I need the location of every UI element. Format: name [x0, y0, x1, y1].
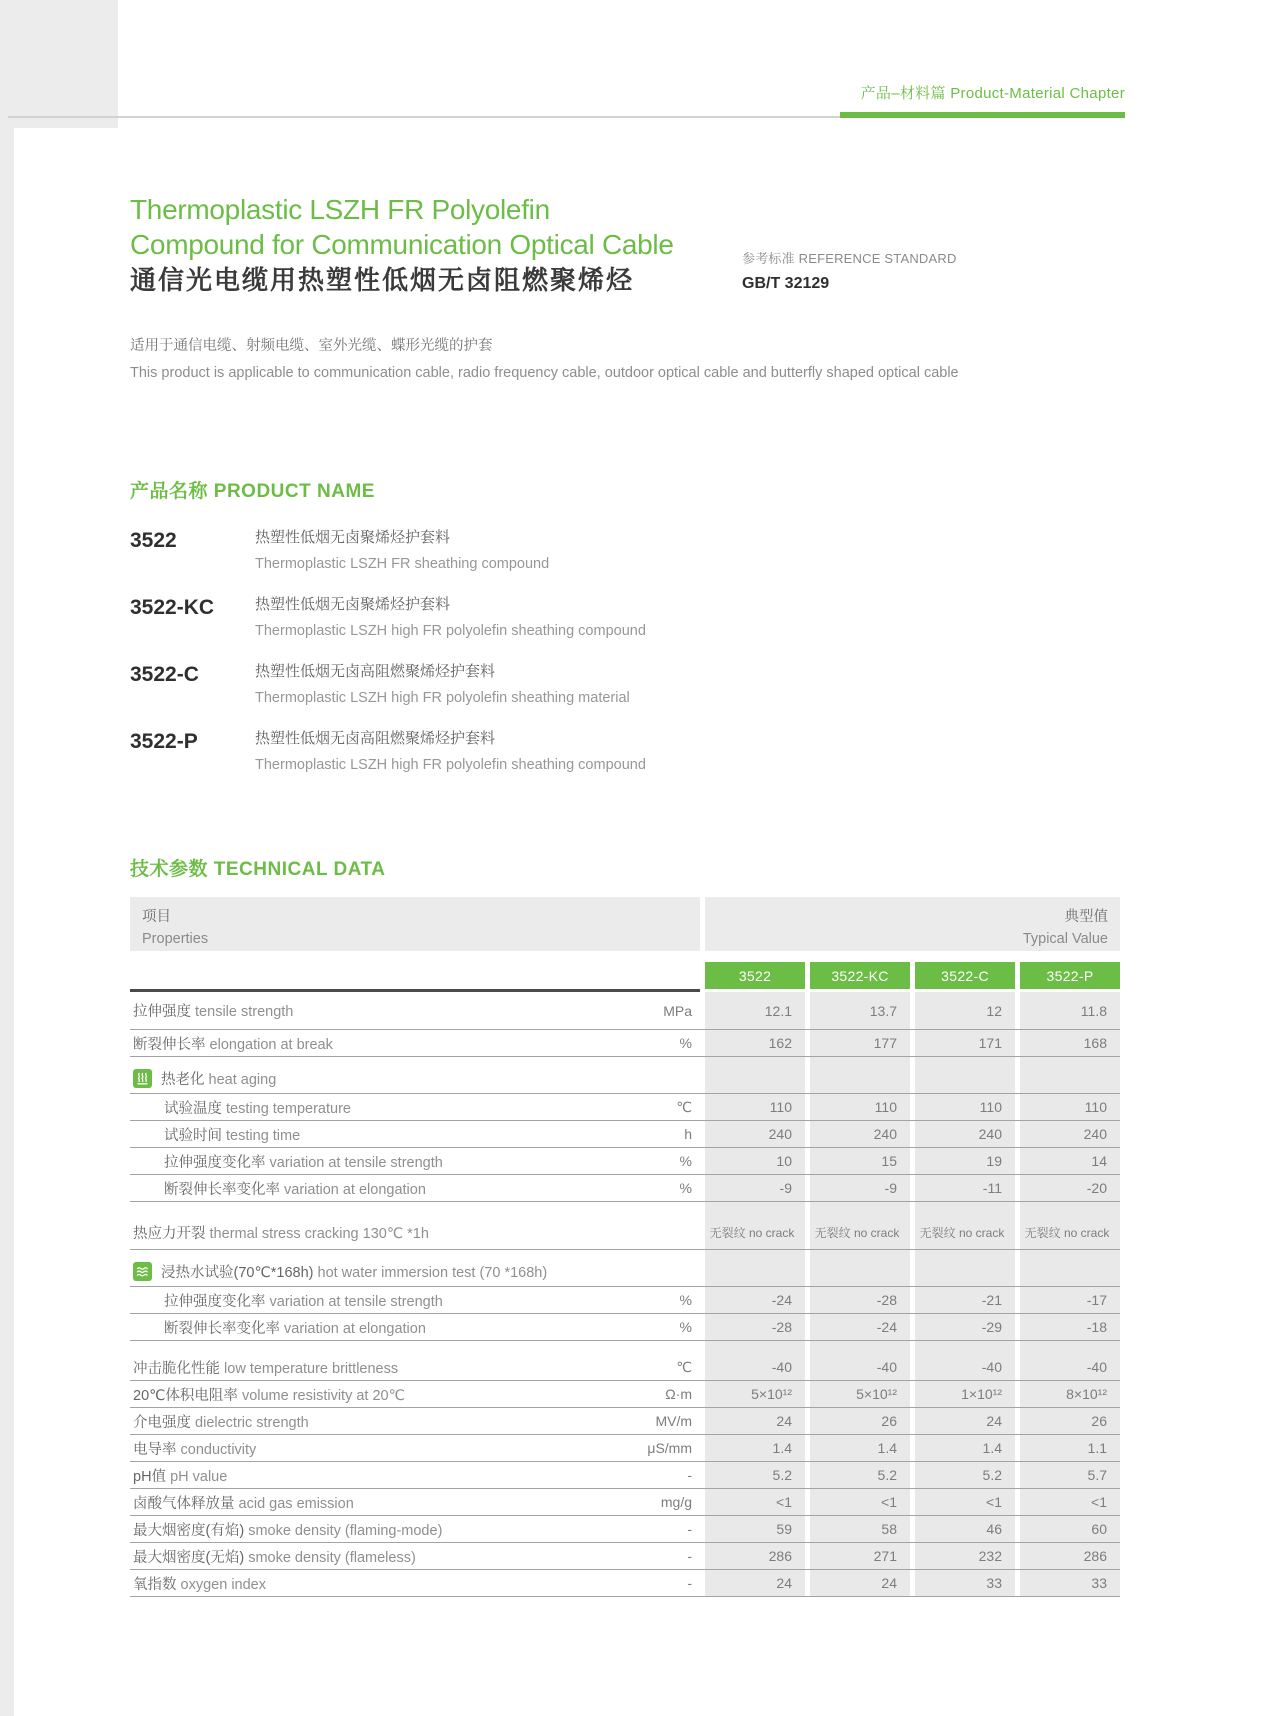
table-row: [130, 1287, 1120, 1314]
value-cell: -20: [1086, 1180, 1107, 1196]
property-unit: %: [679, 1035, 692, 1051]
property-label-en: variation at tensile strength: [269, 1293, 443, 1310]
property-label-en: testing time: [226, 1127, 301, 1144]
property-label-en: elongation at break: [209, 1036, 333, 1053]
property-label-en: smoke density (flameless): [248, 1549, 416, 1566]
property-label-area: [130, 1438, 700, 1459]
product-description: [255, 595, 1125, 641]
property-label-area: [130, 1178, 700, 1199]
property-label-en: tensile strength: [195, 1004, 294, 1020]
property-unit: -: [687, 1467, 692, 1483]
property-unit: %: [679, 1319, 692, 1335]
applicability-zh: 适用于通信电缆、射频电缆、室外光缆、蝶形光缆的护套: [130, 338, 493, 354]
value-cell: -40: [876, 1359, 897, 1375]
table-row: [130, 1543, 1120, 1570]
value-cell: 110: [1084, 1099, 1107, 1115]
reference-standard-label: 参考标准 REFERENCE STANDARD: [742, 251, 957, 266]
value-cell: 271: [873, 1548, 897, 1564]
technical-table-body: [130, 992, 1120, 1597]
value-cell: 1.4: [877, 1440, 897, 1456]
property-label-zh: 氧指数: [133, 1576, 181, 1593]
property-label: [130, 1357, 610, 1378]
property-label: [130, 1519, 610, 1540]
group-label-zh: 热老化: [161, 1071, 209, 1088]
value-cell: 8×10¹²: [1066, 1386, 1107, 1402]
product-description-en: Thermoplastic LSZH high FR polyolefin sheathing material: [255, 690, 630, 706]
property-label-zh: 20℃体积电阻率: [133, 1387, 242, 1404]
property-label-en: testing temperature: [226, 1100, 351, 1117]
property-label-zh: 卤酸气体释放量: [133, 1495, 239, 1512]
typical-value-header-cell: [705, 897, 1120, 951]
value-cell: <1: [776, 1494, 792, 1510]
property-label-en: pH value: [170, 1468, 228, 1485]
property-label-zh: 拉伸强度: [133, 1004, 196, 1020]
value-cell: -9: [884, 1180, 897, 1196]
property-label-area: [130, 1000, 700, 1021]
property-label-en: smoke density (flaming-mode): [248, 1522, 443, 1539]
applicability-en: This product is applicable to communication cable, radio frequency cable, outdoor optical cable and butterfly shaped optical cable: [130, 365, 959, 381]
property-label-area: [130, 1290, 700, 1311]
property-unit: μS/mm: [647, 1440, 692, 1456]
property-label-en: conductivity: [180, 1441, 257, 1458]
product-item: [130, 729, 1125, 775]
value-cell: -24: [771, 1292, 792, 1308]
property-label-zh: 断裂伸长率变化率: [164, 1320, 285, 1337]
table-row: [130, 1314, 1120, 1341]
value-cell: 286: [768, 1548, 792, 1564]
property-label-en: variation at elongation: [284, 1181, 426, 1198]
grade-column-header: 3522-P: [1020, 962, 1120, 989]
grade-column-header: 3522-KC: [810, 962, 910, 989]
property-label-area: [130, 1151, 700, 1172]
product-description-zh: 热塑性低烟无卤高阻燃聚烯烃护套料: [255, 730, 496, 747]
property-label-area: [130, 1465, 700, 1486]
value-cell: 12.1: [764, 1002, 792, 1019]
table-row: [130, 1148, 1120, 1175]
table-row: [130, 1435, 1120, 1462]
value-cell: 5×10¹²: [751, 1386, 792, 1402]
value-cell: 10: [776, 1153, 792, 1169]
grade-column-header: 3522: [705, 962, 805, 989]
property-label: [130, 1290, 610, 1311]
table-row: [130, 1408, 1120, 1435]
value-cell: 110: [979, 1099, 1002, 1115]
header-accent-bar: [840, 112, 1125, 118]
value-cell: 110: [769, 1099, 792, 1115]
property-label-en: low temperature brittleness: [224, 1360, 399, 1377]
value-cell: 5.2: [877, 1467, 897, 1483]
property-label-zh: 试验温度: [164, 1100, 227, 1117]
value-cell: 24: [881, 1575, 897, 1591]
applicability: [130, 334, 959, 381]
value-cell: 168: [1083, 1035, 1107, 1051]
property-label-zh: 冲击脆化性能: [133, 1360, 225, 1377]
property-label: [130, 1178, 610, 1199]
value-cell: 110: [874, 1099, 897, 1115]
property-label: [130, 1384, 610, 1405]
product-code: 3522-C: [130, 663, 199, 686]
property-unit: %: [679, 1292, 692, 1308]
table-row: [130, 1381, 1120, 1408]
property-unit: Ω·m: [665, 1386, 692, 1402]
property-label: [130, 1151, 610, 1172]
property-label-en: oxygen index: [180, 1576, 266, 1593]
page-title-en-line1: Thermoplastic LSZH FR Polyolefin: [130, 194, 550, 225]
value-cell: -21: [981, 1292, 1002, 1308]
value-cell: -17: [1086, 1292, 1107, 1308]
reference-standard: [742, 248, 957, 293]
value-cell: 5.7: [1087, 1467, 1107, 1483]
property-unit: -: [687, 1521, 692, 1537]
grade-column-headers: [130, 962, 1120, 989]
value-cell: 60: [1091, 1521, 1107, 1537]
table-row: [130, 1175, 1120, 1202]
property-label: [130, 1438, 610, 1459]
value-cell: 无裂纹 no crack: [1024, 1225, 1110, 1240]
product-code: 3522: [130, 529, 177, 552]
value-cell: -40: [771, 1359, 792, 1375]
value-cell: 33: [1091, 1575, 1107, 1591]
product-name-heading: 产品名称 PRODUCT NAME: [130, 481, 375, 502]
property-label-en: variation at tensile strength: [269, 1154, 443, 1171]
table-row: [130, 1354, 1120, 1381]
property-label-zh: 试验时间: [164, 1127, 227, 1144]
value-cell: 1.4: [982, 1440, 1002, 1456]
water-immersion-icon: [133, 1262, 152, 1281]
value-cell: 1×10¹²: [961, 1386, 1002, 1402]
product-description-en: Thermoplastic LSZH high FR polyolefin sheathing compound: [255, 757, 646, 773]
product-code: 3522-P: [130, 730, 198, 753]
property-label-area: [130, 1033, 700, 1054]
value-cell: <1: [986, 1494, 1002, 1510]
property-label: [130, 1097, 610, 1118]
property-label: [130, 1317, 610, 1338]
property-label: [130, 1546, 610, 1567]
value-cell: -40: [1086, 1359, 1107, 1375]
group-label-zh: 浸热水试验(70℃*168h): [161, 1264, 318, 1281]
property-unit: %: [679, 1153, 692, 1169]
value-cell: -18: [1086, 1319, 1107, 1335]
value-cell: 无裂纹 no crack: [709, 1225, 795, 1240]
property-label-zh: 最大烟密度(无焰): [133, 1549, 249, 1566]
value-cell: 5×10¹²: [856, 1386, 897, 1402]
product-description-zh: 热塑性低烟无卤高阻燃聚烯烃护套料: [255, 663, 496, 680]
value-cell: 11.8: [1080, 1002, 1107, 1019]
property-label-en: dielectric strength: [195, 1414, 309, 1431]
property-label-zh: 拉伸强度变化率: [164, 1293, 270, 1310]
heat-aging-icon: [133, 1069, 152, 1088]
property-label: [130, 1033, 610, 1054]
property-unit: MV/m: [655, 1413, 692, 1429]
product-list: [130, 528, 1125, 796]
technical-table-header: [130, 897, 1120, 951]
value-cell: 无裂纹 no crack: [814, 1225, 900, 1240]
value-cell: 33: [986, 1575, 1002, 1591]
value-cell: 162: [768, 1035, 792, 1051]
table-row: [130, 1516, 1120, 1543]
value-cell: 19: [986, 1153, 1002, 1169]
value-cell: 24: [986, 1413, 1002, 1429]
property-label-zh: 断裂伸长率变化率: [164, 1181, 285, 1198]
page-title-zh: 通信光电缆用热塑性低烟无卤阻燃聚烯烃: [130, 265, 635, 295]
value-cell: 240: [873, 1126, 897, 1142]
technical-data-heading: 技术参数 TECHNICAL DATA: [130, 859, 386, 880]
value-cell: 26: [881, 1413, 897, 1429]
table-group-row: [130, 1256, 1120, 1287]
property-label: [130, 1465, 610, 1486]
value-cell: <1: [1091, 1494, 1107, 1510]
table-row: [130, 1121, 1120, 1148]
property-label-area: [130, 1573, 700, 1594]
property-unit: ℃: [676, 1098, 692, 1115]
property-label-en: thermal stress cracking 130℃ *1h: [209, 1225, 429, 1242]
product-description: [255, 729, 1125, 775]
property-unit: ℃: [676, 1358, 692, 1375]
value-cell: 286: [1083, 1548, 1107, 1564]
page-title-en: [130, 192, 674, 262]
property-label: [130, 1411, 610, 1432]
property-label-en: variation at elongation: [284, 1320, 426, 1337]
property-label-zh: 热应力开裂: [133, 1225, 210, 1242]
value-cell: 1.1: [1087, 1440, 1107, 1456]
product-description: [255, 528, 1125, 574]
value-cell: 240: [768, 1126, 792, 1142]
page-corner-shading: [0, 0, 118, 128]
value-cell: 58: [881, 1521, 897, 1537]
property-label: [130, 1573, 610, 1594]
product-description-zh: 热塑性低烟无卤聚烯烃护套料: [255, 596, 451, 613]
product-description-en: Thermoplastic LSZH FR sheathing compound: [255, 556, 550, 572]
value-cell: -24: [876, 1319, 897, 1335]
property-label-area: [130, 1317, 700, 1338]
value-cell: -29: [981, 1319, 1002, 1335]
properties-header-cell: [130, 897, 700, 951]
property-label: [130, 1222, 610, 1243]
table-row: [130, 1215, 1120, 1250]
property-label-en: volume resistivity at 20℃: [241, 1387, 405, 1404]
value-cell: 59: [776, 1521, 792, 1537]
value-cell: -11: [982, 1180, 1002, 1196]
property-label: [130, 1000, 610, 1021]
technical-table: [130, 897, 1120, 1597]
page-title-en-line2: Compound for Communication Optical Cable: [130, 229, 674, 260]
value-cell: 24: [776, 1413, 792, 1429]
property-label-area: [130, 1519, 700, 1540]
product-description-zh: 热塑性低烟无卤聚烯烃护套料: [255, 529, 451, 546]
product-item: [130, 595, 1125, 641]
table-row: [130, 1030, 1120, 1057]
properties-header-en: Properties: [142, 931, 209, 947]
property-unit: -: [687, 1575, 692, 1591]
product-item: [130, 528, 1125, 574]
table-row: [130, 1094, 1120, 1121]
product-description: [255, 662, 1125, 708]
property-label-zh: 断裂伸长率: [133, 1036, 210, 1053]
value-cell: -28: [876, 1292, 897, 1308]
value-cell: 1.4: [772, 1440, 792, 1456]
group-label-en: hot water immersion test (70 *168h): [317, 1264, 548, 1281]
group-label-en: heat aging: [208, 1071, 277, 1088]
property-unit: -: [687, 1548, 692, 1564]
group-label: [161, 1068, 276, 1089]
group-label: [161, 1261, 547, 1282]
table-group-row: [130, 1063, 1120, 1094]
value-cell: 171: [978, 1035, 1002, 1051]
table-row: [130, 1570, 1120, 1597]
value-cell: 240: [978, 1126, 1002, 1142]
property-label-area: [130, 1357, 700, 1378]
property-label: [130, 1124, 610, 1145]
value-cell: 5.2: [982, 1467, 1002, 1483]
property-label-zh: pH值: [133, 1468, 171, 1485]
value-cell: 无裂纹 no crack: [919, 1225, 1005, 1240]
value-cell: 24: [776, 1575, 792, 1591]
property-label-zh: 拉伸强度变化率: [164, 1154, 270, 1171]
value-cell: 177: [873, 1035, 897, 1051]
property-label-area: [130, 1411, 700, 1432]
value-cell: <1: [881, 1494, 897, 1510]
property-label-zh: 介电强度: [133, 1414, 196, 1431]
table-row: [130, 1489, 1120, 1516]
value-cell: 240: [1083, 1126, 1107, 1142]
property-label-area: [130, 1124, 700, 1145]
table-row: [130, 992, 1120, 1030]
value-cell: 26: [1091, 1413, 1107, 1429]
property-unit: h: [684, 1126, 692, 1142]
product-code: 3522-KC: [130, 596, 215, 619]
product-description-en: Thermoplastic LSZH high FR polyolefin sheathing compound: [255, 623, 646, 639]
table-row: [130, 1462, 1120, 1489]
value-cell: 13.7: [869, 1002, 897, 1019]
property-label-area: [130, 1384, 700, 1405]
value-cell: 12: [986, 1002, 1002, 1019]
value-cell: 46: [986, 1521, 1002, 1537]
property-label-zh: 电导率: [133, 1441, 181, 1458]
property-label: [130, 1492, 610, 1513]
value-cell: -40: [981, 1359, 1002, 1375]
property-unit: MPa: [663, 1002, 692, 1019]
property-unit: mg/g: [660, 1494, 692, 1510]
value-cell: 14: [1091, 1153, 1107, 1169]
value-cell: 5.2: [772, 1467, 792, 1483]
value-cell: 232: [978, 1548, 1002, 1564]
property-label-area: [130, 1546, 700, 1567]
product-item: [130, 662, 1125, 708]
chapter-header: 产品–材料篇 Product-Material Chapter: [860, 85, 1125, 102]
reference-standard-value: GB/T 32129: [742, 275, 830, 292]
property-label-area: [130, 1097, 700, 1118]
property-label-en: acid gas emission: [238, 1495, 354, 1512]
property-label-area: [130, 1492, 700, 1513]
page-edge-shading: [0, 0, 14, 1716]
grade-column-header: 3522-C: [915, 962, 1015, 989]
typical-value-header-en: Typical Value: [1022, 931, 1108, 947]
property-label-zh: 最大烟密度(有焰): [133, 1522, 249, 1539]
value-cell: -28: [771, 1319, 792, 1335]
property-label-area: [130, 1222, 700, 1243]
typical-value-header-zh: 典型值: [1064, 909, 1108, 925]
properties-header-zh: 项目: [142, 909, 171, 925]
value-cell: 15: [881, 1153, 897, 1169]
value-cell: -9: [779, 1180, 792, 1196]
property-unit: %: [679, 1180, 692, 1196]
